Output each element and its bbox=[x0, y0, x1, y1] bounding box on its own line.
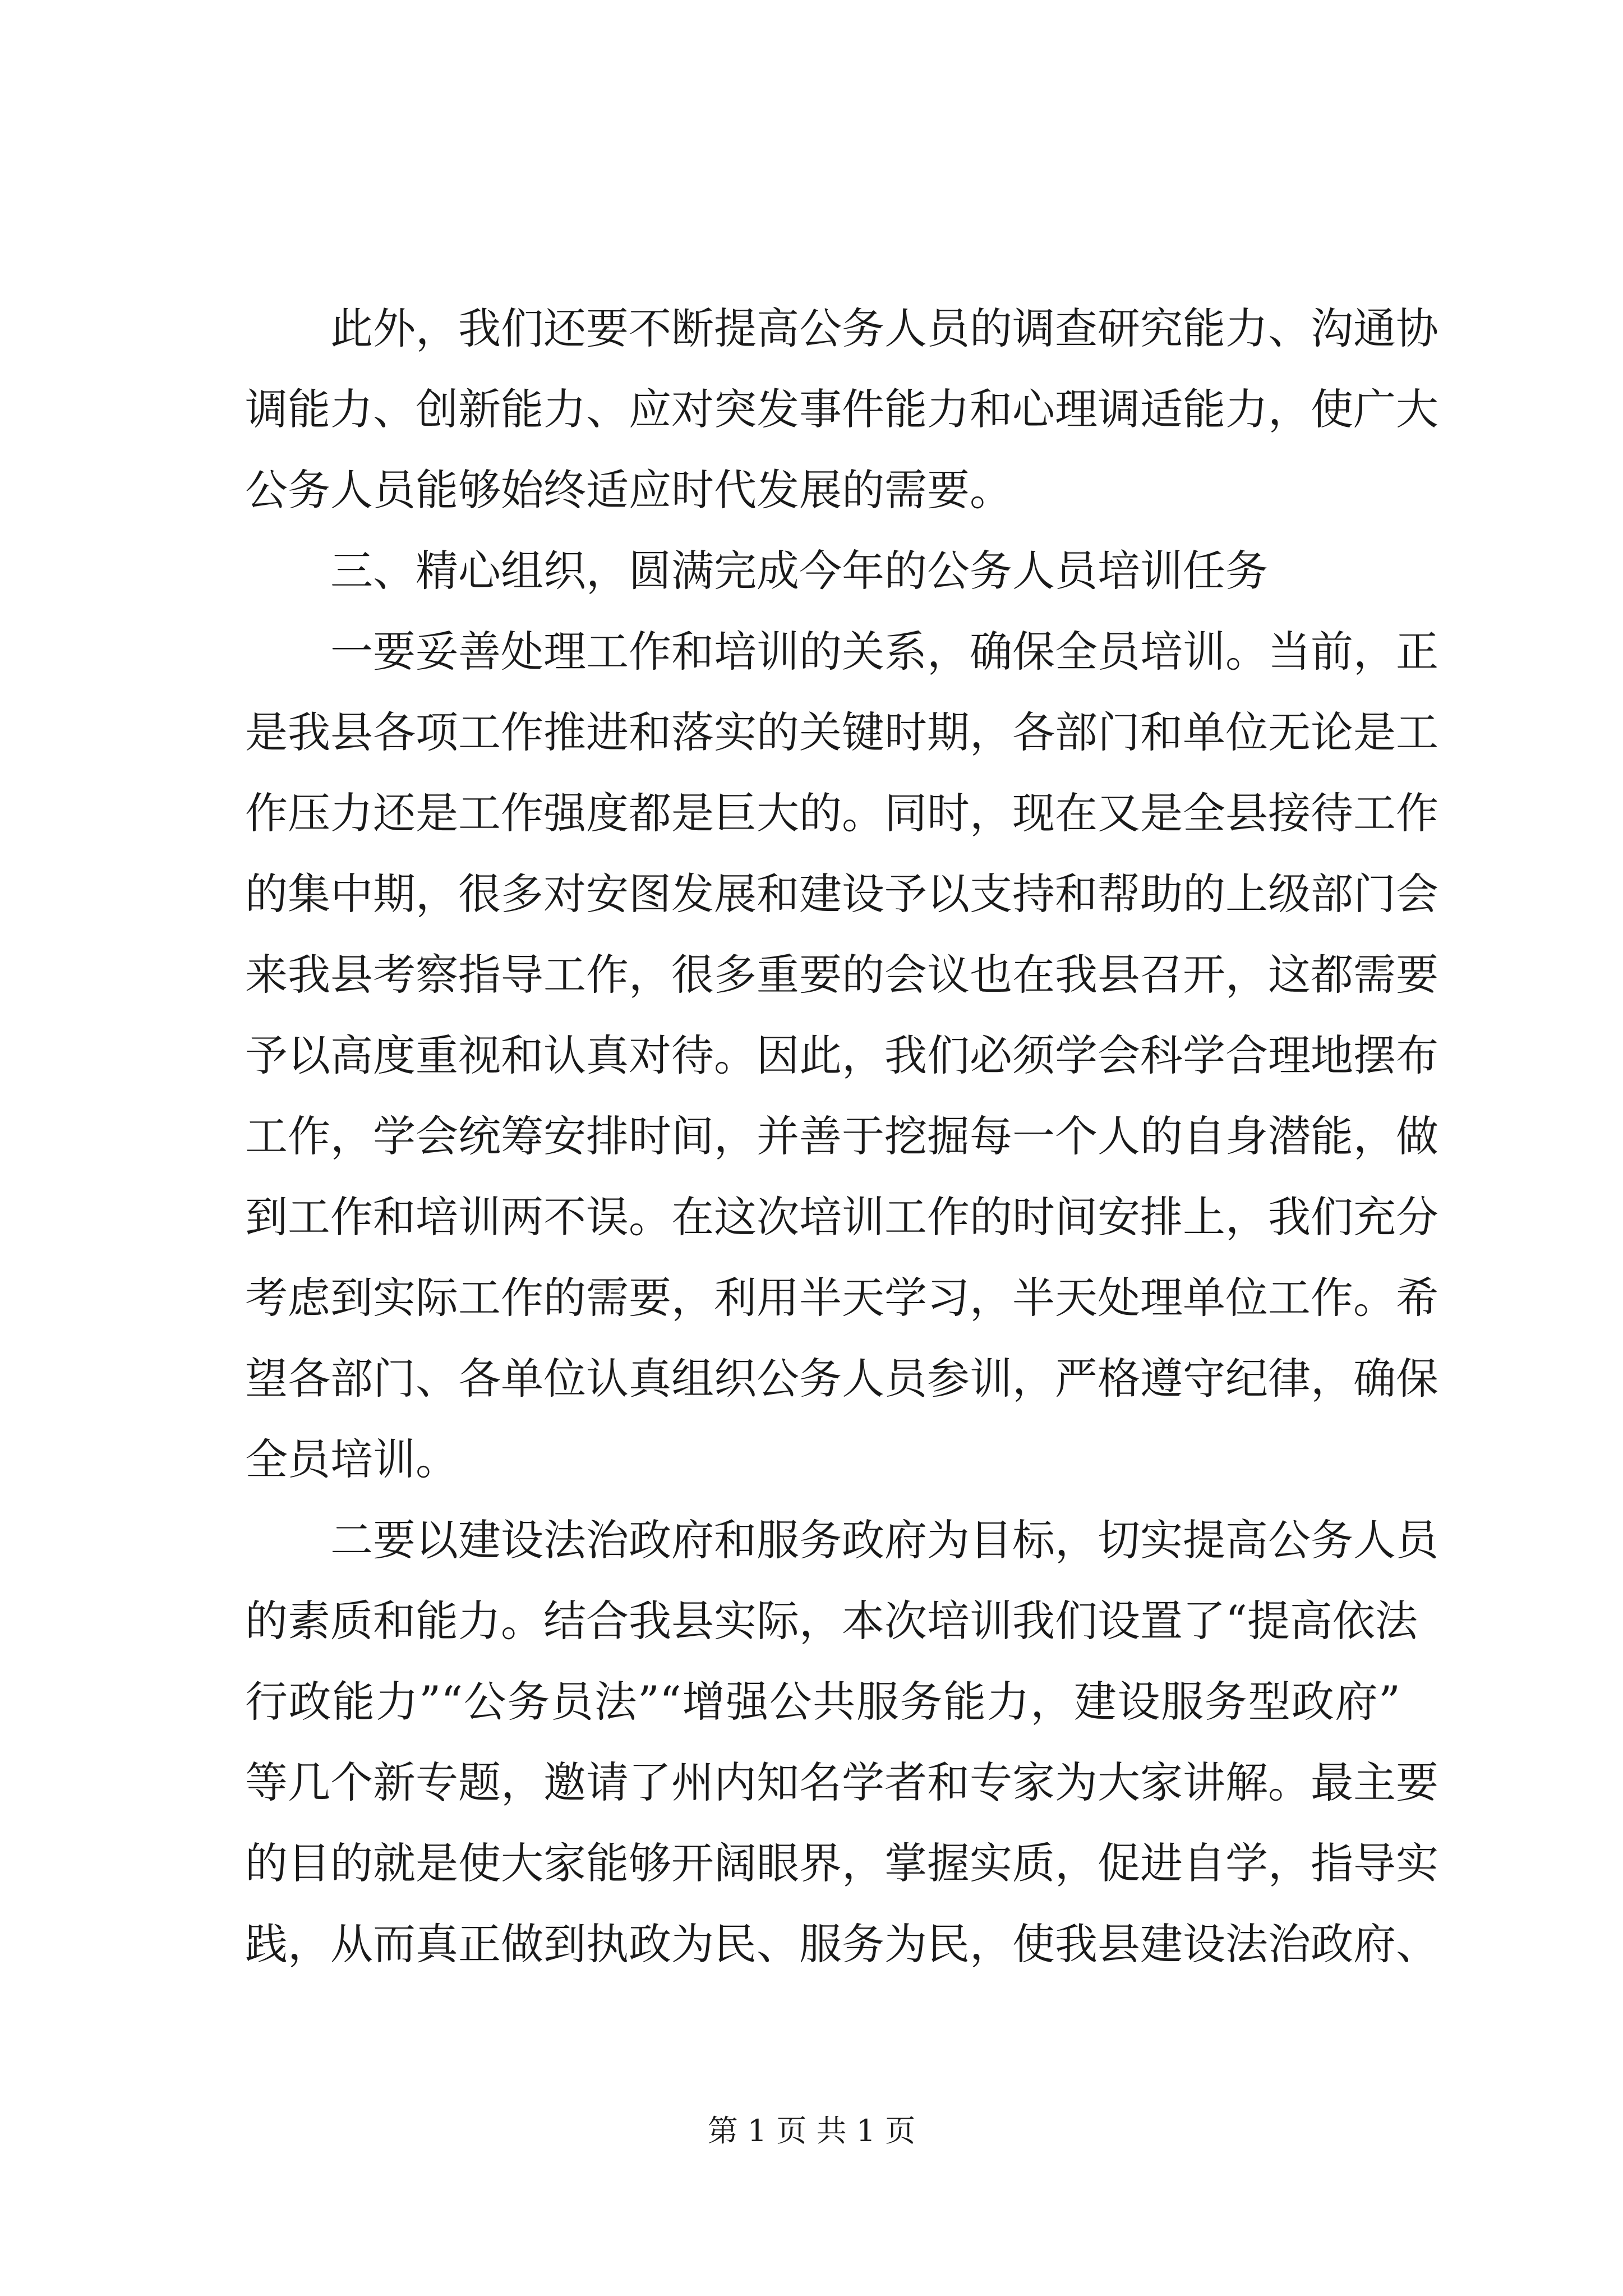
text-line: 此外，我们还要不断提高公务人员的调查研究能力、沟通协 bbox=[330, 303, 1438, 353]
body-text bbox=[245, 288, 1438, 1985]
text-line: 一要妥善处理工作和培训的关系，确保全员培训。当前，正 bbox=[330, 627, 1438, 677]
text-line: 来我县考察指导工作，很多重要的会议也在我县召开，这都需要 bbox=[245, 950, 1438, 1000]
text-line: 的目的就是使大家能够开阔眼界，掌握实质，促进自学，指导实 bbox=[245, 1838, 1438, 1888]
text-line: 予以高度重视和认真对待。因此，我们必须学会科学合理地摆布 bbox=[245, 1030, 1438, 1080]
text-line: 到工作和培训两不误。在这次培训工作的时间安排上，我们充分 bbox=[245, 1192, 1438, 1242]
text-line: 等几个新专题，邀请了州内知名学者和专家为大家讲解。最主要 bbox=[245, 1757, 1438, 1807]
text-line: 调能力、创新能力、应对突发事件能力和心理调适能力，使广大 bbox=[245, 384, 1438, 434]
section-heading: 三、精心组织，圆满完成今年的公务人员培训任务 bbox=[330, 546, 1268, 596]
text-line: 考虑到实际工作的需要，利用半天学习，半天处理单位工作。希 bbox=[245, 1273, 1438, 1323]
text-line: 的素质和能力。结合我县实际，本次培训我们设置了“提高依法 bbox=[245, 1596, 1418, 1646]
text-line: 行政能力”“公务员法”“增强公共服务能力，建设服务型政府” bbox=[245, 1677, 1400, 1727]
text-line: 的集中期，很多对安图发展和建设予以支持和帮助的上级部门会 bbox=[245, 869, 1438, 919]
text-line: 望各部门、各单位认真组织公务人员参训，严格遵守纪律，确保 bbox=[245, 1354, 1438, 1404]
text-line: 工作，学会统筹安排时间，并善于挖掘每一个人的自身潜能，做 bbox=[245, 1111, 1438, 1161]
text-line: 公务人员能够始终适应时代发展的需要。 bbox=[245, 465, 1012, 515]
text-line: 作压力还是工作强度都是巨大的。同时，现在又是全县接待工作 bbox=[245, 788, 1438, 838]
text-line: 践，从而真正做到执政为民、服务为民，使我县建设法治政府、 bbox=[245, 1919, 1438, 1969]
text-line: 二要以建设法治政府和服务政府为目标，切实提高公务人员 bbox=[330, 1515, 1438, 1565]
text-line: 全员培训。 bbox=[245, 1434, 458, 1484]
page-footer: 第 1 页 共 1 页 bbox=[707, 2113, 916, 2148]
text-line: 是我县各项工作推进和落实的关键时期，各部门和单位无论是工 bbox=[245, 707, 1438, 757]
